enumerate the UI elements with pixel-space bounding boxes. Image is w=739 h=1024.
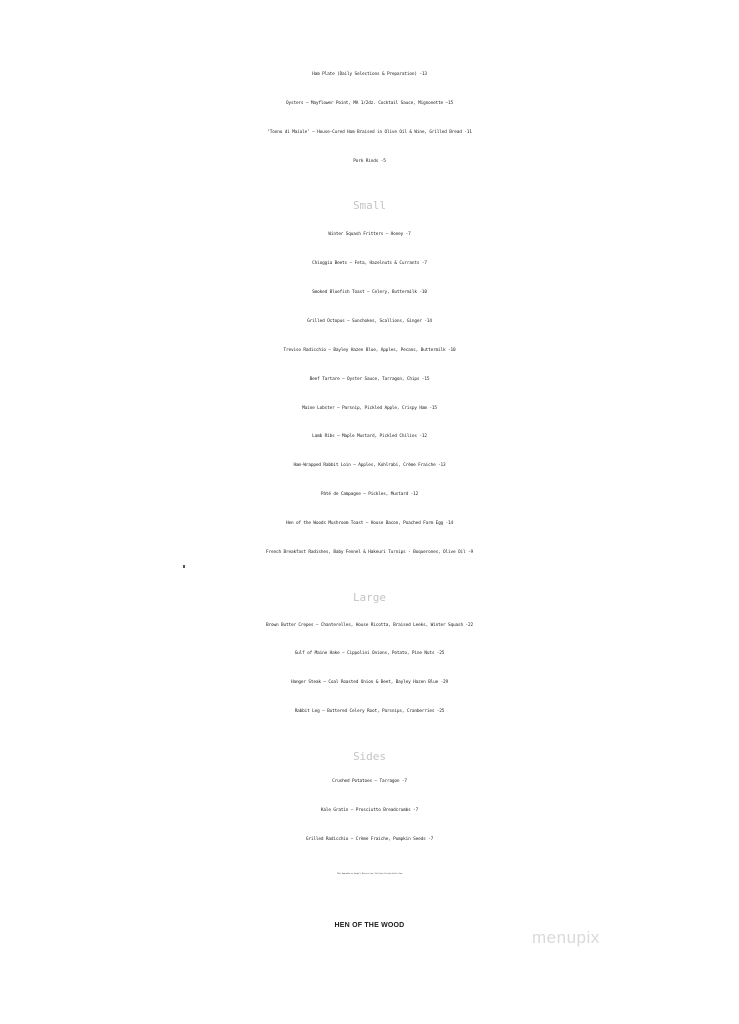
menu-item-grilled-radicchio: Grilled Radicchio – Crème Fraiche, Pumpkin Seeds -7 (305, 837, 434, 842)
section-heading-sides: Sides (352, 750, 387, 763)
scan-speck (183, 565, 185, 568)
section-heading-large: Large (352, 591, 387, 604)
vegetable-sourcing-note: *Most Vegetables on Tonight’s Menu are from ½ Pint Farm & Jericho Settler Farm (336, 874, 403, 875)
menu-item-rabbit-leg: Rabbit Leg – Buttered Celery Root, Parsnips, Cranberries -25 (294, 709, 445, 714)
menu-item-french-breakfast-radishes: French Breakfast Radishes, Baby Fennel & Hakeuri Turnips - Boquerones, Olive Oil -9 (266, 550, 473, 555)
restaurant-name: HEN OF THE WOOD (334, 922, 405, 929)
menu-item-ham-plate: Ham Plate (Daily Selections & Preparation) -13 (312, 72, 427, 77)
menu-item-tonno-di-maiale: ‘Tonno di Maiale’ – House-Cured Ham Braised in Olive Oil & Wine, Grilled Bread -11 (267, 130, 472, 135)
menu-item-lamb-ribs: Lamb Ribs – Maple Mustard, Pickled Chilies -12 (312, 434, 427, 439)
menu-item-oysters: Oysters – Mayflower Point, MA 1/2dz. Cocktail Sauce, Mignonette –15 (285, 101, 454, 106)
menu-item-gulf-of-maine-hake: Gulf of Maine Hake – Cippolini Onions, Potato, Pine Nuts -25 (294, 651, 445, 656)
menu-item-brown-butter-crepes: Brown Butter Crepes – Chanterelles, House Ricotta, Braised Leeks, Winter Squash -22 (266, 623, 473, 628)
menu-item-hanger-steak: Hanger Steak – Coal Roasted Onion & Beet, Bayley Hazen Blue -29 (290, 680, 449, 685)
menu-item-beef-tartare: Beef Tartare – Oyster Sauce, Tarragon, Chips -15 (309, 377, 430, 382)
section-heading-small: Small (352, 199, 387, 212)
menu-item-smoked-bluefish-toast: Smoked Bluefish Toast – Celery, Buttermilk -10 (312, 290, 427, 295)
menu-item-crushed-potatoes: Crushed Potatoes – Tarragon -7 (332, 779, 407, 784)
menu-item-treviso-radicchio: Treviso Radicchio – Bayley Hazen Blue, Apples, Pecans, Buttermilk -10 (283, 348, 456, 353)
menu-item-maine-lobster: Maine Lobster – Parsnip, Pickled Apple, Crispy Ham -15 (302, 406, 437, 411)
menu-item-chioggia-beets: Chioggia Beets – Feta, Hazelnuts & Currants -7 (312, 261, 427, 266)
menu-item-hen-of-the-woods-toast: Hen of the Woods Mushroom Toast – House Bacon, Poached Farm Egg -14 (285, 521, 454, 526)
menu-item-pork-rinds: Pork Rinds -5 (353, 159, 386, 164)
menu-item-grilled-octopus: Grilled Octopus – Sunchokes, Scallions, Ginger -14 (307, 319, 432, 324)
menupix-watermark: menupix (532, 928, 600, 947)
menu-item-pate-de-campagne: Pâté de Campagne – Pickles, Mustard -12 (320, 492, 419, 497)
menu-item-ham-wrapped-rabbit-loin: Ham-Wrapped Rabbit Loin – Apples, Kohlrabi, Crème Fraiche -13 (293, 463, 446, 468)
menu-item-winter-squash-fritters: Winter Squash Fritters – Honey -7 (328, 232, 411, 237)
menu-item-kale-gratin: Kale Gratin – Prosciutto Breadcrumbs -7 (320, 808, 419, 813)
